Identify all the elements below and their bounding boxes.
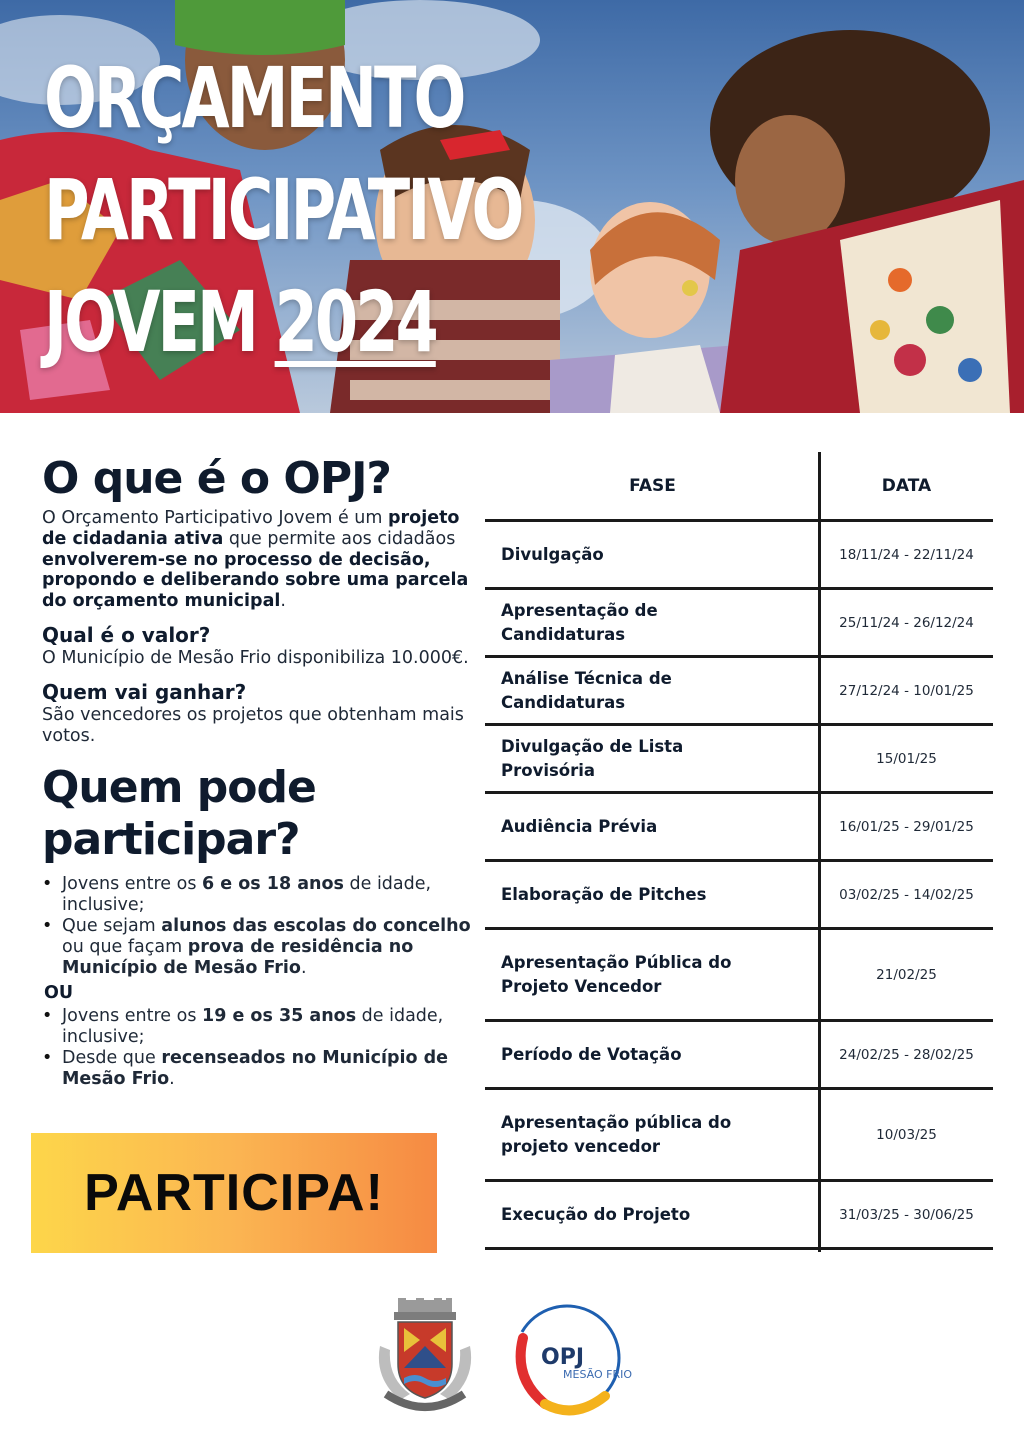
phase-cell: Execução do Projeto [501, 1204, 691, 1224]
opj-logo-abbr: OPJ [541, 1345, 585, 1370]
about-text-e: . [280, 591, 286, 612]
about-paragraph [42, 508, 472, 612]
list-text: ou que façam [62, 936, 188, 957]
list-text-bold: prova de residência no Município de Mesão Frio [62, 936, 414, 978]
or-label: OU [44, 983, 74, 1004]
list-text: Jovens entre os [62, 1006, 203, 1027]
phase-cell: Divulgação [501, 544, 604, 564]
date-cell: 24/02/25 - 28/02/25 [839, 1046, 974, 1063]
participate-button[interactable] [31, 1133, 437, 1253]
winner-heading: Quem vai ganhar? [42, 679, 247, 704]
table-row [485, 590, 993, 658]
date-cell: 25/11/24 - 26/12/24 [839, 614, 974, 631]
date-cell: 21/02/25 [876, 966, 937, 983]
table-body [485, 522, 993, 1250]
municipal-crest-logo [370, 1298, 480, 1416]
who-heading-line1: Quem pode [42, 762, 316, 814]
phase-cell: Período de Votação [501, 1044, 682, 1064]
list-item [62, 874, 472, 916]
who-heading [42, 762, 472, 866]
list-text: de idade, inclusive; [62, 874, 432, 916]
about-text-a: O Orçamento Participativo Jovem é um [42, 508, 389, 528]
value-heading: Qual é o valor? [42, 622, 211, 647]
hero-banner [0, 0, 1024, 413]
table-row [485, 522, 993, 590]
eligibility-list-2 [42, 1006, 472, 1089]
phase-cell: Apresentação Pública do Projeto Vencedor [501, 952, 732, 996]
about-heading: O que é o OPJ? [42, 453, 391, 504]
table-row [485, 794, 993, 862]
date-cell: 15/01/25 [876, 750, 937, 767]
table-row [485, 862, 993, 930]
column-divider [818, 452, 821, 1252]
hero-title-year: 2024 [274, 273, 436, 371]
list-item [62, 1048, 472, 1090]
list-text: . [169, 1068, 175, 1089]
table-row [485, 930, 993, 1022]
phase-cell: Elaboração de Pitches [501, 884, 707, 904]
list-text: . [300, 957, 307, 978]
hero-title-line2: PARTICIPATIVO [44, 161, 522, 259]
winner-text: São vencedores os projetos que obtenham mais votos. [42, 704, 464, 746]
date-cell: 31/03/25 - 30/06/25 [839, 1206, 974, 1223]
table-row [485, 1022, 993, 1090]
list-text-bold: 6 e os 18 anos [202, 874, 344, 895]
opj-logo-place: MESÃO FRIO [563, 1368, 632, 1381]
list-item [62, 1006, 472, 1048]
hero-title-line3: JOVEM [44, 273, 256, 371]
phase-cell: Análise Técnica de Candidaturas [501, 668, 672, 712]
list-text-bold: recenseados no Município de Mesão Frio [62, 1047, 448, 1089]
date-cell: 18/11/24 - 22/11/24 [839, 546, 974, 563]
table-header-row [485, 452, 993, 522]
table-row [485, 658, 993, 726]
list-text: Jovens entre os [62, 874, 203, 895]
list-item [62, 916, 472, 978]
hero-title-line1: ORÇAMENTO [44, 49, 464, 147]
hero-title [44, 42, 521, 378]
list-text: de idade, inclusive; [62, 1006, 444, 1048]
header-date: DATA [881, 475, 932, 496]
list-text: Desde que [62, 1047, 162, 1068]
date-cell: 10/03/25 [876, 1126, 937, 1143]
list-text-bold: alunos das escolas do concelho [161, 915, 471, 936]
eligibility-list-1 [42, 874, 472, 978]
phase-cell: Divulgação de Lista Provisória [501, 736, 684, 780]
header-phase: FASE [629, 475, 676, 496]
list-text-bold: 19 e os 35 anos [202, 1006, 357, 1027]
about-text-d: envolverem-se no processo de decisão, propondo e deliberando sobre uma parcela do orçamento municipal [42, 549, 469, 612]
date-cell: 16/01/25 - 29/01/25 [839, 818, 974, 835]
phase-cell: Audiência Prévia [501, 816, 658, 836]
date-cell: 03/02/25 - 14/02/25 [839, 886, 974, 903]
about-text-b: projeto de cidadania ativa [42, 508, 460, 549]
value-text: O Município de Mesão Frio disponibiliza 10.000€. [42, 647, 469, 668]
schedule-table [485, 452, 993, 1250]
list-text: Que sejam [62, 915, 162, 936]
table-row [485, 726, 993, 794]
who-heading-line2: participar? [42, 814, 300, 866]
phase-cell: Apresentação pública do projeto vencedor [501, 1112, 732, 1156]
opj-logo [505, 1298, 655, 1416]
participate-button-label: PARTICIPA! [84, 1164, 384, 1222]
phase-cell: Apresentação de Candidaturas [501, 600, 658, 644]
info-column [42, 450, 472, 1090]
table-row [485, 1182, 993, 1250]
date-cell: 27/12/24 - 10/01/25 [839, 682, 974, 699]
table-row [485, 1090, 993, 1182]
about-text-c: que permite aos cidadãos [223, 528, 456, 549]
